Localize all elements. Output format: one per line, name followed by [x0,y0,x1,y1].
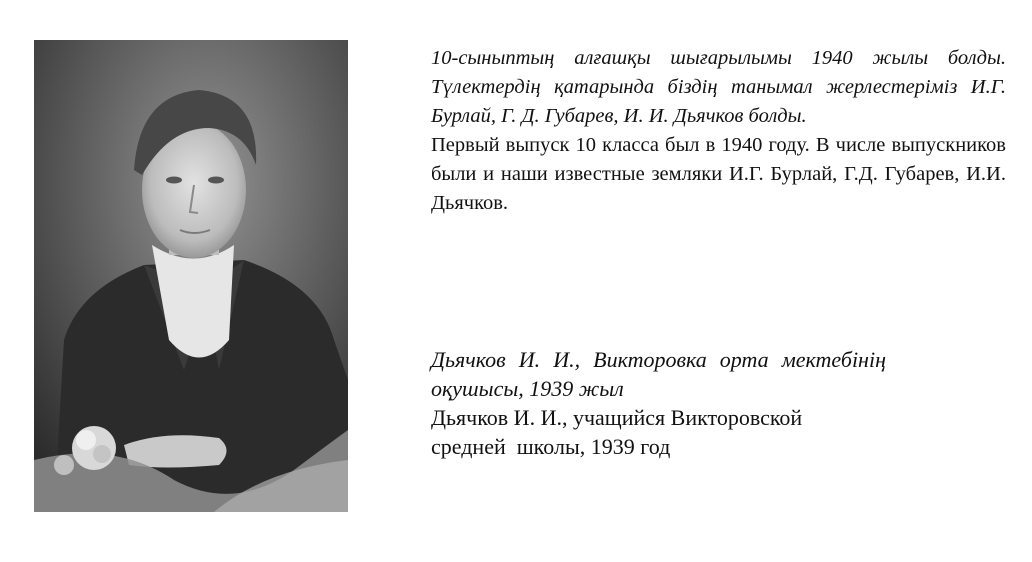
caption-russian-line2: средней школы, 1939 год [431,434,671,459]
description-text [431,44,1006,218]
description-kazakh: 10-сыныптың алғашқы шығарылымы 1940 жылы болды. Түлектердің қатарында біздің танымал жерлестеріміз И.Г. Бурлай, Г. Д. Губарев, И. И. Дьячков болды. [431,47,1006,127]
portrait-photo [34,40,348,512]
photo-caption [431,345,886,461]
description-russian: Первый выпуск 10 класса был в 1940 году. В числе выпускников были и наши известные земляки И.Г. Бурлай, Г.Д. Губарев, И.И. Дьячков. [431,134,1006,214]
caption-russian-line1: Дьячков И. И., учащийся Викторовской [431,405,803,430]
caption-kazakh: Дьячков И. И., Викторовка орта мектебінің оқушысы, 1939 жыл [431,347,886,401]
